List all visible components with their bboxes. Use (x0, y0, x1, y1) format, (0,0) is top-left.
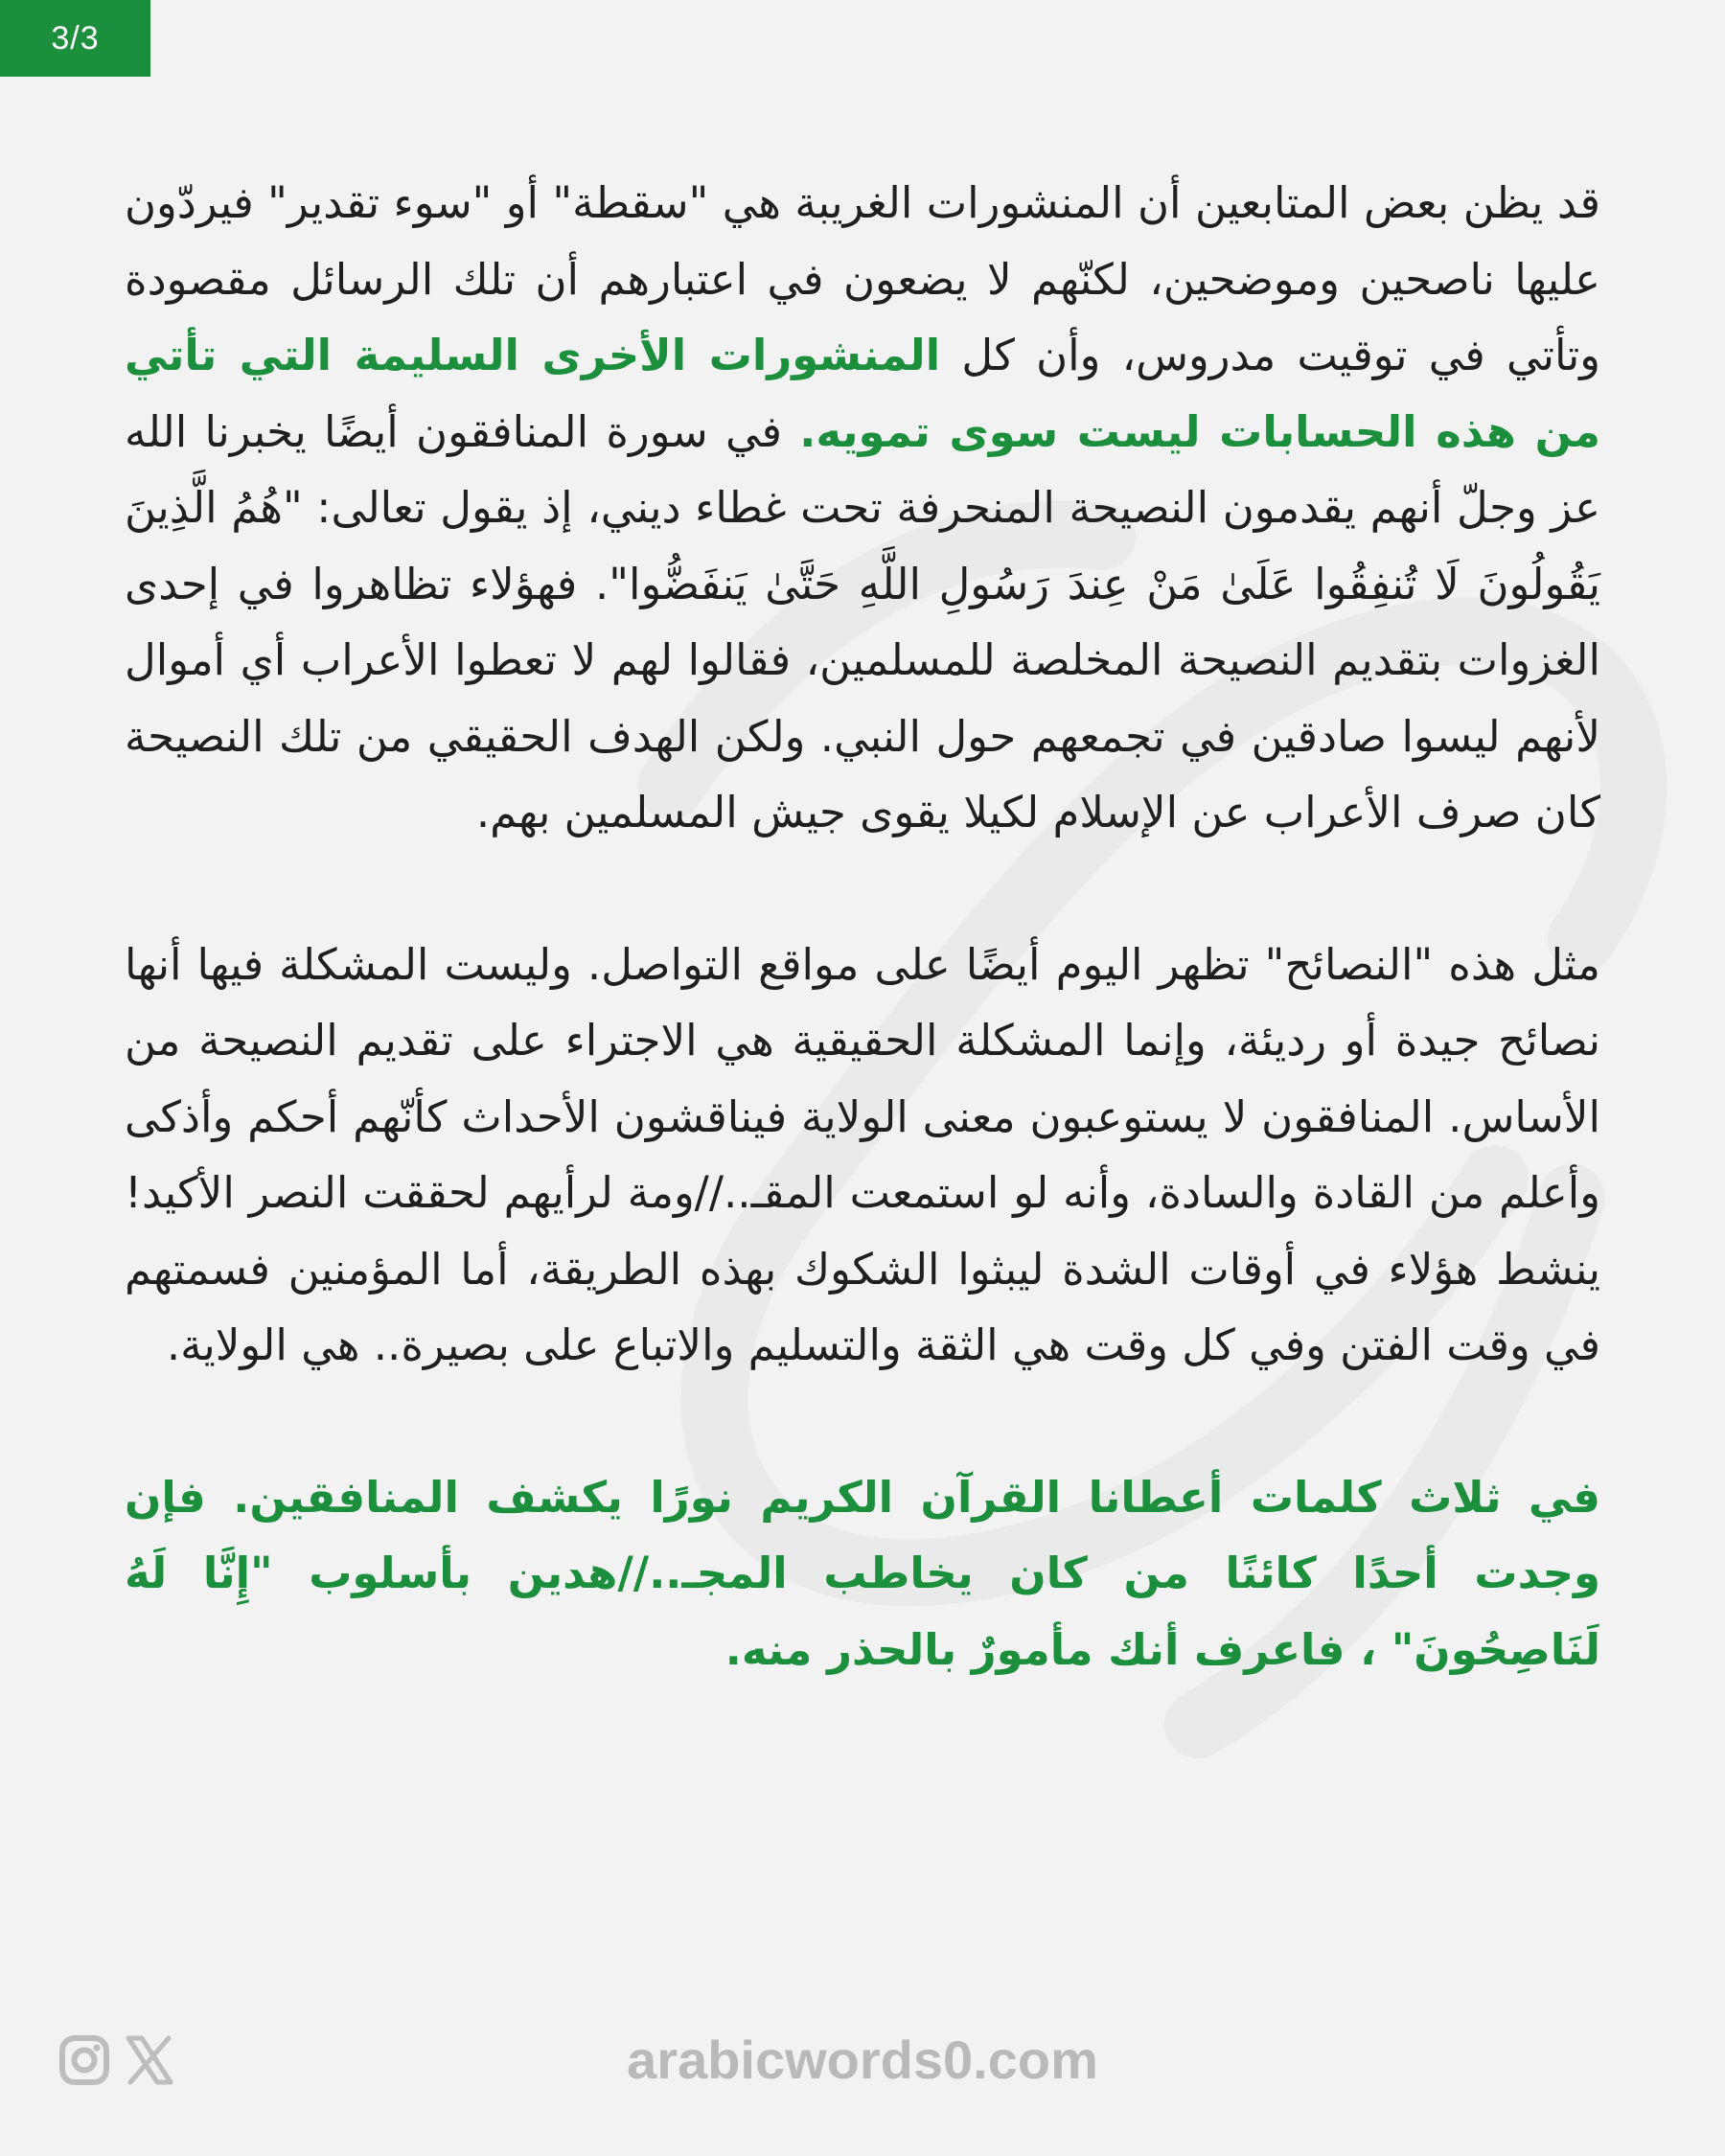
article-body (125, 165, 1600, 1687)
paragraph-1-text-b: في سورة المنافقون أيضًا يخبرنا الله عز وجلّ أنهم يقدمون النصيحة المنحرفة تحت غطاء ديني، إذ يقول تعالى: "هُمُ الَّذِينَ يَقُولُونَ لَا تُنفِقُوا عَلَىٰ مَنْ عِندَ رَسُولِ اللَّهِ حَتَّىٰ يَنفَضُّوا". فهؤلاء تظاهروا في إحدى الغزوات بتقديم النصيحة المخلصة للمسلمين، فقالوا لهم لا تعطوا الأعراب أي أموال لأنهم ليسوا صادقين في تجمعهم حول النبي. ولكن الهدف الحقيقي من تلك النصيحة كان صرف الأعراب عن الإسلام لكيلا يقوى جيش المسلمين بهم. (125, 405, 1600, 837)
instagram-icon[interactable] (58, 2033, 111, 2087)
paragraph-1-highlight: المنشورات الأخرى السليمة التي تأتي من هذه الحسابات ليست سوى تمويه. (125, 330, 1600, 457)
footer (0, 2022, 1725, 2099)
paragraph-1-text-a: قد يظن بعض المتابعين أن المنشورات الغريبة هي "سقطة" أو "سوء تقدير" فيردّون عليها ناصحين وموضحين، لكنّهم لا يضعون في اعتبارهم أن تلك الرسائل مقصودة وتأتي في توقيت مدروس، وأن كل (125, 177, 1600, 380)
website-link[interactable]: arabicwords0.com (627, 2030, 1098, 2090)
paragraph-2: مثل هذه "النصائح" تظهر اليوم أيضًا على مواقع التواصل. وليست المشكلة فيها أنها نصائح جيدة أو رديئة، وإنما المشكلة الحقيقية هي الاجتراء على تقديم النصيحة من الأساس. المنافقون لا يستوعبون معنى الولاية فيناقشون الأحداث كأنّهم أحكم وأذكى وأعلم من القادة والسادة، وأنه لو استمعت المقـ..//ومة لرأيهم لحققت النصر الأكيد! ينشط هؤلاء في أوقات الشدة ليبثوا الشكوك بهذه الطريقة، أما المؤمنين فسمتهم في وقت الفتن وفي كل وقت هي الثقة والتسليم والاتباع على بصيرة.. هي الولاية. (125, 938, 1600, 1370)
paragraph-1 (125, 165, 1600, 851)
paragraph-3-highlight: في ثلاث كلمات أعطانا القرآن الكريم نورًا يكشف المنافقين. فإن وجدت أحدًا كائنًا من كان يخاطب المجـ..//هدين بأسلوب "إِنَّا لَهُ لَنَاصِحُونَ" ، فاعرف أنك مأمورٌ بالحذر منه. (125, 1471, 1600, 1675)
page-indicator-badge: 3/3 (0, 0, 150, 77)
x-icon[interactable] (123, 2033, 176, 2087)
